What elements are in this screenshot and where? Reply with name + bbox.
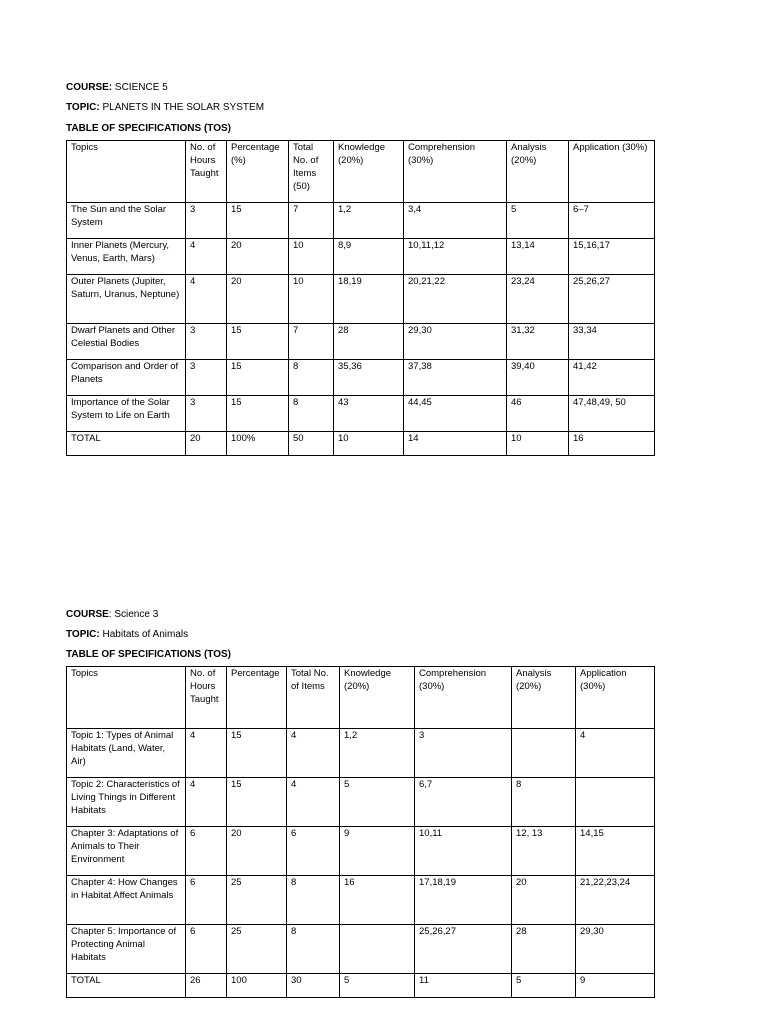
table-cell: 41,42	[569, 360, 655, 396]
table-cell: 46	[507, 396, 569, 432]
table-cell	[340, 925, 415, 974]
table-cell: 20	[227, 239, 289, 275]
table-row	[67, 729, 655, 778]
table-cell: 15	[227, 396, 289, 432]
table-cell: 47,48,49, 50	[569, 396, 655, 432]
table-row	[67, 396, 655, 432]
course-line	[66, 82, 168, 94]
table-cell: 10	[289, 275, 334, 324]
table-row	[67, 876, 655, 925]
table-cell: 15	[227, 729, 287, 778]
table-cell: 3	[186, 396, 227, 432]
table-cell: 3	[186, 324, 227, 360]
table-cell: 3	[186, 360, 227, 396]
header-cell: Application (30%)	[569, 141, 655, 203]
table-cell: 28	[334, 324, 404, 360]
header-cell: Analysis (20%)	[507, 141, 569, 203]
table-cell	[512, 729, 576, 778]
table-cell: 6,7	[415, 778, 512, 827]
table-cell: 14	[404, 432, 507, 456]
table-cell: 4	[186, 275, 227, 324]
table-cell: 6	[186, 925, 227, 974]
table-row	[67, 324, 655, 360]
table-cell: 25,26,27	[415, 925, 512, 974]
table-cell: Chapter 4: How Changes in Habitat Affect Animals	[67, 876, 186, 925]
table-cell: 7	[289, 324, 334, 360]
table-cell: Outer Planets (Jupiter, Saturn, Uranus, Neptune)	[67, 275, 186, 324]
tos-table	[66, 140, 655, 456]
table-cell: 6	[287, 827, 340, 876]
table-cell: 29,30	[404, 324, 507, 360]
header-cell: Total No. of Items	[287, 667, 340, 729]
table-cell: 5	[340, 778, 415, 827]
header-cell: No. of Hours Taught	[186, 141, 227, 203]
table-cell: 29,30	[576, 925, 655, 974]
table-cell: 3	[186, 203, 227, 239]
table-cell: 20	[186, 432, 227, 456]
table-cell: 35,36	[334, 360, 404, 396]
table-cell: 6	[186, 827, 227, 876]
table-cell: 4	[186, 729, 227, 778]
table-cell: 8	[289, 396, 334, 432]
table-cell: 18,19	[334, 275, 404, 324]
course-value: SCIENCE 5	[114, 82, 168, 93]
header-cell: Knowledge (20%)	[340, 667, 415, 729]
course-value: : Science 3	[108, 609, 159, 620]
topic-label: TOPIC:	[66, 629, 100, 640]
header-cell: Comprehension (30%)	[404, 141, 507, 203]
table-row	[67, 778, 655, 827]
course-label: COURSE	[66, 609, 109, 620]
table-cell: 12, 13	[512, 827, 576, 876]
table-cell: 10	[334, 432, 404, 456]
header-cell: Analysis (20%)	[512, 667, 576, 729]
table-cell: Inner Planets (Mercury, Venus, Earth, Mars)	[67, 239, 186, 275]
table-cell: 17,18,19	[415, 876, 512, 925]
table-cell: 33,34	[569, 324, 655, 360]
table-cell: 8	[287, 925, 340, 974]
table-cell: 25	[227, 925, 287, 974]
table-header-row	[67, 141, 655, 203]
table-cell: 16	[340, 876, 415, 925]
header-cell: Comprehension (30%)	[415, 667, 512, 729]
table-row	[67, 360, 655, 396]
table-cell: 20	[227, 827, 287, 876]
table-cell: 8	[512, 778, 576, 827]
table-cell: 15	[227, 360, 289, 396]
table-cell: TOTAL	[67, 974, 186, 998]
table-cell: 5	[340, 974, 415, 998]
table-cell: 26	[186, 974, 227, 998]
table-cell: 21,22,23,24	[576, 876, 655, 925]
table-cell: 23,24	[507, 275, 569, 324]
table-cell: 44,45	[404, 396, 507, 432]
table-cell: 37,38	[404, 360, 507, 396]
table-cell: 7	[289, 203, 334, 239]
tos-table	[66, 666, 655, 998]
table-cell: Comparison and Order of Planets	[67, 360, 186, 396]
table-cell: Topic 1: Types of Animal Habitats (Land, Water, Air)	[67, 729, 186, 778]
table-cell: 10	[507, 432, 569, 456]
header-cell: No. of Hours Taught	[186, 667, 227, 729]
table-cell: 6	[186, 876, 227, 925]
table-total-row	[67, 432, 655, 456]
course-line	[66, 609, 158, 621]
table-cell: 25,26,27	[569, 275, 655, 324]
table-cell: 43	[334, 396, 404, 432]
topic-line	[66, 102, 264, 114]
header-cell: Knowledge (20%)	[334, 141, 404, 203]
table-cell: 15	[227, 324, 289, 360]
topic-value: PLANETS IN THE SOLAR SYSTEM	[102, 102, 265, 113]
table-cell: Topic 2: Characteristics of Living Things in Different Habitats	[67, 778, 186, 827]
table-cell: 50	[289, 432, 334, 456]
table-cell: 11	[415, 974, 512, 998]
tos-title: TABLE OF SPECIFICATIONS (TOS)	[66, 123, 231, 134]
table-cell: 9	[340, 827, 415, 876]
table-cell: TOTAL	[67, 432, 186, 456]
table-cell: 100%	[227, 432, 289, 456]
table-cell: 1,2	[334, 203, 404, 239]
table-cell: 8	[287, 876, 340, 925]
table-cell: 31,32	[507, 324, 569, 360]
table-cell: 3,4	[404, 203, 507, 239]
table-cell: 10,11,12	[404, 239, 507, 275]
header-cell: Topics	[67, 667, 186, 729]
table-cell: 20,21,22	[404, 275, 507, 324]
table-cell: 13,14	[507, 239, 569, 275]
table-cell: Chapter 5: Importance of Protecting Animal Habitats	[67, 925, 186, 974]
header-cell: Total No. of Items (50)	[289, 141, 334, 203]
table-total-row	[67, 974, 655, 998]
table-cell: 8	[289, 360, 334, 396]
table-header-row	[67, 667, 655, 729]
table-row	[67, 275, 655, 324]
table-cell: 10,11	[415, 827, 512, 876]
table-cell: 4	[576, 729, 655, 778]
table-cell: 25	[227, 876, 287, 925]
course-label: COURSE:	[66, 82, 113, 93]
header-cell: Topics	[67, 141, 186, 203]
table-row	[67, 925, 655, 974]
table-cell: 20	[227, 275, 289, 324]
table-cell: 10	[289, 239, 334, 275]
table-cell: 14,15	[576, 827, 655, 876]
header-cell: Percentage (%)	[227, 141, 289, 203]
table-cell: 4	[186, 778, 227, 827]
table-cell: 30	[287, 974, 340, 998]
table-cell: 4	[186, 239, 227, 275]
table-cell: Chapter 3: Adaptations of Animals to Their Environment	[67, 827, 186, 876]
table-cell	[576, 778, 655, 827]
table-cell: 20	[512, 876, 576, 925]
table-cell: 15	[227, 203, 289, 239]
table-cell: 5	[507, 203, 569, 239]
table-cell: 100	[227, 974, 287, 998]
table-cell: 4	[287, 729, 340, 778]
table-row	[67, 203, 655, 239]
header-cell: Percentage	[227, 667, 287, 729]
table-cell: 15,16,17	[569, 239, 655, 275]
table-cell: Importance of the Solar System to Life on Earth	[67, 396, 186, 432]
table-cell: 8,9	[334, 239, 404, 275]
table-cell: 5	[512, 974, 576, 998]
table-cell: 3	[415, 729, 512, 778]
table-cell: 28	[512, 925, 576, 974]
table-cell: 9	[576, 974, 655, 998]
table-cell: 16	[569, 432, 655, 456]
table-cell: 39,40	[507, 360, 569, 396]
table-cell: The Sun and the Solar System	[67, 203, 186, 239]
table-row	[67, 239, 655, 275]
topic-line	[66, 629, 188, 641]
table-cell: 4	[287, 778, 340, 827]
table-cell: 15	[227, 778, 287, 827]
table-cell: Dwarf Planets and Other Celestial Bodies	[67, 324, 186, 360]
topic-label: TOPIC:	[66, 102, 100, 113]
table-row	[67, 827, 655, 876]
topic-value: Habitats of Animals	[102, 629, 189, 640]
table-cell: 1,2	[340, 729, 415, 778]
header-cell: Application (30%)	[576, 667, 655, 729]
table-cell: 6–7	[569, 203, 655, 239]
tos-title: TABLE OF SPECIFICATIONS (TOS)	[66, 649, 231, 660]
